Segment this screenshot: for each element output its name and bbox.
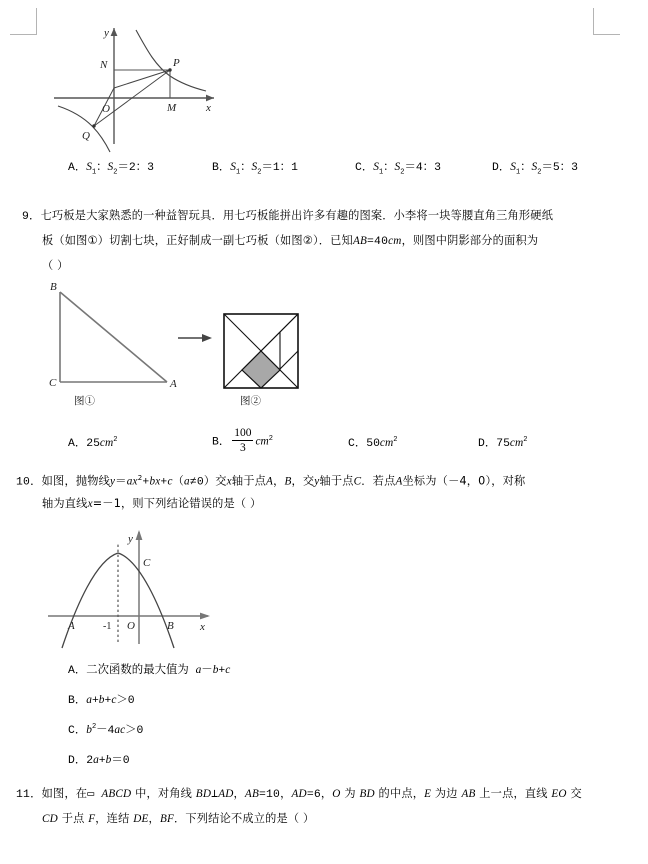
point-label-N: N bbox=[100, 59, 108, 71]
q10-line2-b: =－1，则下列结论错误的是（ ） bbox=[92, 497, 262, 510]
point-label-Q: Q bbox=[82, 130, 90, 142]
fraction-denominator: 3 bbox=[239, 442, 246, 455]
q8-option-b[interactable] bbox=[212, 158, 298, 176]
q8-option-b-text: B．$S_1$：$S_2=1$：1 bbox=[212, 161, 298, 177]
q9-option-d[interactable]: D．$75cm^2$ bbox=[478, 436, 528, 450]
q10-option-b[interactable]: B．a+b+c＞0 bbox=[68, 694, 135, 707]
q9-line2-pre: 板（如图①）切割七块，正好制成一副七巧板（如图②）．已知 bbox=[42, 234, 353, 247]
axis-label-x: x bbox=[206, 102, 211, 114]
q10-option-a[interactable]: A．二次函数的最大值为 a－b+c bbox=[68, 664, 231, 677]
hyperbola-figure bbox=[48, 12, 238, 152]
q10-line-1: 10．如图，抛物线$y=ax^2+bx+c(a\ne 0)$交x轴于点A，B，交y轴于点C．若点A坐标为（－4，0），对称 bbox=[16, 474, 526, 489]
q9-option-a[interactable]: A．$25cm^2$ bbox=[68, 436, 118, 450]
q9-segment-AB: AB bbox=[352, 235, 368, 247]
point-label-B: B bbox=[167, 620, 174, 632]
q8-option-d-text: D．$S_1$：$S_2=5$：3 bbox=[492, 161, 578, 177]
tick-label-minus-1: -1 bbox=[103, 621, 112, 632]
q9-unit: cm bbox=[388, 235, 402, 247]
crop-mark-top-left bbox=[10, 8, 37, 35]
point-label-M: M bbox=[167, 102, 177, 114]
point-label-O: O bbox=[102, 103, 110, 115]
q9-line1-text: 七巧板是大家熟悉的一种益智玩具．用七巧板能拼出许多有趣的图案．小李将一块等腰直角三角形硬纸 bbox=[40, 209, 554, 222]
tri-vertex-B: B bbox=[50, 281, 57, 293]
q9-answer-blank: （ ） bbox=[42, 259, 69, 272]
q8-option-c-text: C．$S_1$：$S_2=4$：3 bbox=[355, 161, 441, 177]
q9-number: 9． bbox=[22, 211, 41, 223]
parabola-axis-label-y: y bbox=[128, 533, 133, 545]
crop-mark-top-right bbox=[593, 8, 620, 35]
q9-option-c[interactable]: C．$50cm^2$ bbox=[348, 436, 398, 450]
q10-axis-var: x bbox=[87, 498, 93, 510]
q10-number: 10． bbox=[16, 476, 42, 489]
q10-line1-f: 坐标为（－4，0），对称 bbox=[402, 474, 526, 488]
tangram-square bbox=[224, 314, 298, 388]
q10-option-d[interactable]: D．2a+b＝0 bbox=[68, 754, 130, 767]
fig1-caption: 图① bbox=[74, 396, 95, 407]
q9-line-2 bbox=[42, 228, 538, 255]
point-label-C: C bbox=[143, 557, 151, 569]
q9-line-3 bbox=[42, 253, 69, 278]
point-label-A: A bbox=[68, 620, 75, 632]
fraction-numerator: 100 bbox=[234, 427, 252, 439]
q9-length-value: =40 bbox=[367, 236, 389, 248]
q11-number: 11． bbox=[16, 789, 42, 801]
q10-option-c[interactable]: C．$b^2-4ac>0$ bbox=[68, 723, 144, 737]
parabola-axis-label-x: x bbox=[200, 621, 205, 633]
fraction-100-over-3 bbox=[232, 427, 253, 454]
q10-line2-a: 轴为直线 bbox=[42, 497, 88, 510]
q10-line1-a: 如图，抛物线 bbox=[41, 474, 110, 488]
tri-vertex-A: A bbox=[170, 378, 177, 390]
q9-line-1 bbox=[22, 203, 553, 230]
q9-option-b[interactable]: B． $\frac{100}{3}$ $cm^2$ bbox=[212, 427, 273, 455]
q8-option-a-text: A．$S_1$：$S_2=2$：3 bbox=[68, 161, 154, 177]
parabola-figure bbox=[42, 522, 242, 652]
q8-option-d[interactable] bbox=[492, 158, 578, 176]
q8-option-c[interactable] bbox=[355, 158, 441, 176]
tri-vertex-C: C bbox=[49, 377, 57, 389]
q8-option-a[interactable] bbox=[68, 158, 154, 176]
q9-line2-post: ，则图中阴影部分的面积为 bbox=[401, 234, 539, 247]
point-label-P: P bbox=[173, 57, 180, 69]
shaded-region bbox=[242, 351, 280, 388]
tangram-figure bbox=[44, 278, 294, 408]
fig2-caption: 图② bbox=[240, 396, 261, 407]
q11-line-2: CD 于点 F，连结 DE，BF．下列结论不成立的是（ ） bbox=[42, 812, 315, 825]
axis-label-y: y bbox=[104, 27, 109, 39]
q10-line-2 bbox=[42, 491, 261, 517]
q11-line-1: 11．如图，在▭ ABCD 中，对角线 BD⊥AD，AB=10，AD=6，O 为 BD 的中点，E 为边 AB 上一点，直线 EO 交 bbox=[16, 787, 582, 801]
origin-label-O: O bbox=[127, 620, 135, 632]
